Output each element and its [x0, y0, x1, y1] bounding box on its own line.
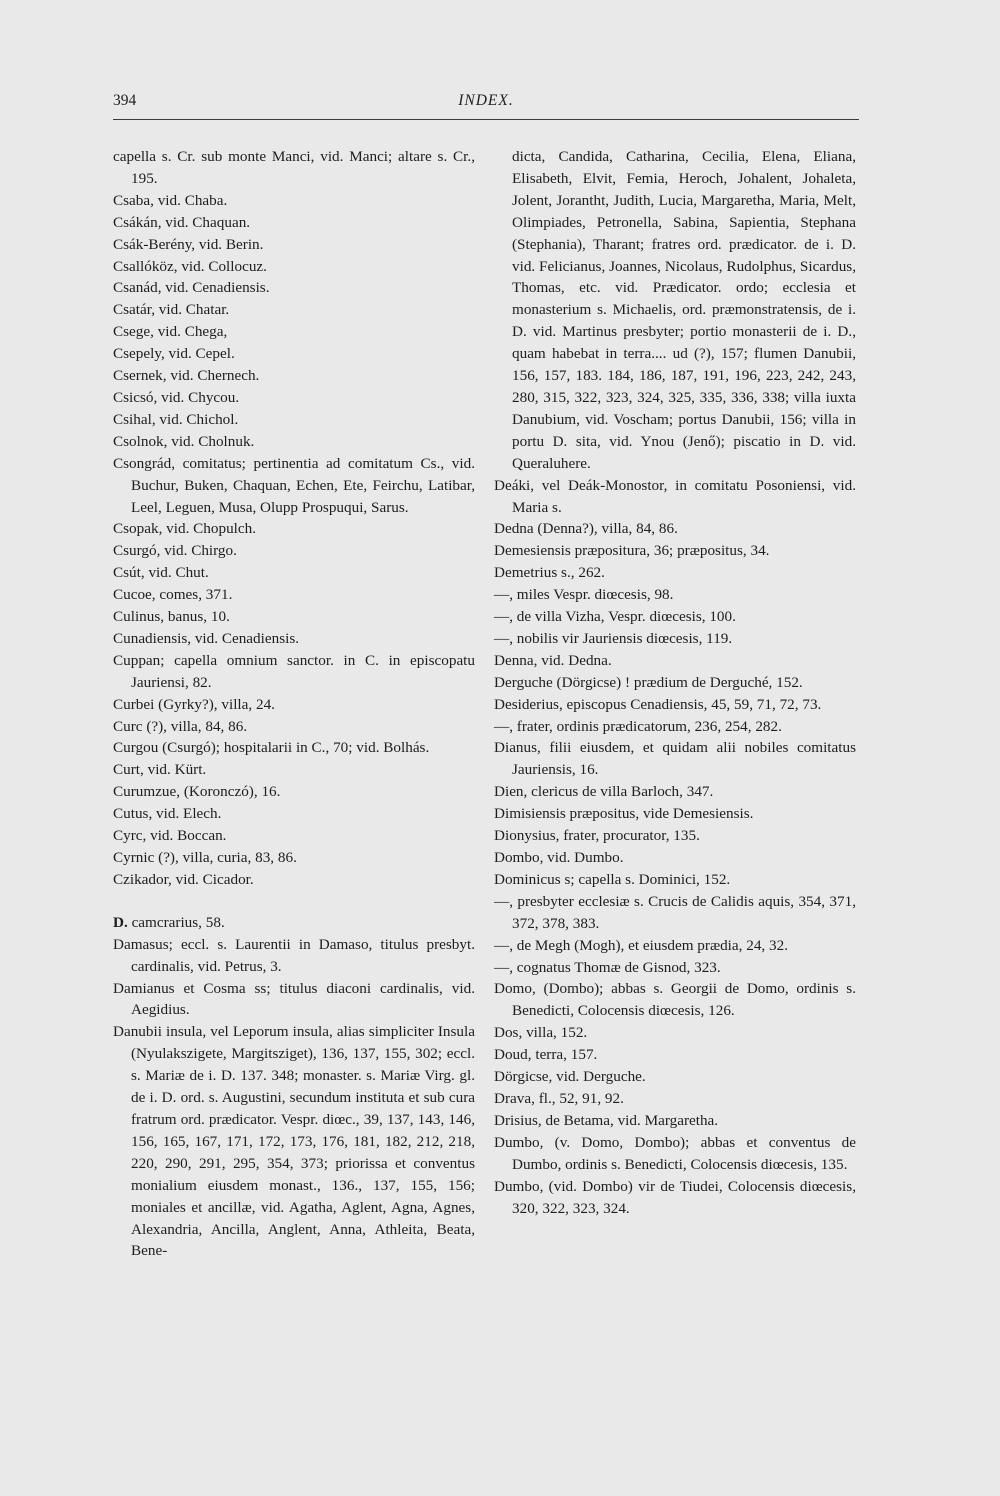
index-entry: Domo, (Dombo); abbas s. Georgii de Domo, ordinis s. Benedicti, Colocensis diœcesis, 126.	[494, 980, 856, 1020]
index-entry: —, cognatus Thomæ de Gisnod, 323.	[494, 958, 721, 976]
index-entry: Dien, clericus de villa Barloch, 347.	[494, 783, 714, 801]
index-entry: —, presbyter ecclesiæ s. Crucis de Calidis aquis, 354, 371, 372, 378, 383.	[494, 892, 856, 932]
index-entry-continued: dicta, Candida, Catharina, Cecilia, Elena, Eliana, Elisabeth, Elvit, Femia, Heroch, Johalent, Johaleta, Jolent, Jorantht, Judith, Lucia, Margaretha, Maria, Melt, Olimpiades, Petronella, Sabina, Sapientia, Stephana (Stephania), Tharant; fratres ord. prædicator. de i. D. vid. Felicianus, Joannes, Nicolaus, Rudolphus, Sicardus, Thomas, etc. vid. Prædicator. ordo; ecclesia et monasterium s. Michaelis, ord. præmonstratensis, de i. D. vid. Martinus presbyter; portio monasterii de i. D., quam habebat in terra.... ud (?), 157; flumen Danubii, 156, 157, 183. 184, 186, 187, 191, 196, 223, 242, 243, 280, 315, 322, 323, 324, 325, 335, 336, 338; villa iuxta Danubium, vid. Voscham; portus Danubii, 156; villa in portu D. sita, vid. Ynou (Jenő); piscatio in D. vid. Queraluhere.	[512, 148, 856, 472]
index-entry: Dörgicse, vid. Derguche.	[494, 1068, 646, 1086]
index-entry: Danubii insula, vel Leporum insula, alias simpliciter Insula (Nyulakszigete, Margitsziget), 136, 137, 155, 302; eccl. s. Mariæ de i. D. 137. 348; monaster. s. Mariæ Virg. gl. de i. D. ord. s. Augustini, secundum instituta et sub cura fratrum ord. prædicator. Vespr. diœc., 39, 137, 143, 146, 156, 165, 167, 171, 172, 173, 176, 181, 182, 212, 218, 220, 290, 291, 295, 354, 373; priorissa et conventus monialium eiusdem monast., 136., 137, 155, 156; moniales et ancillæ, vid. Agatha, Aglent, Agna, Agnes, Alexandria, Ancilla, Anglent, Anna, Athleita, Beata, Bene-	[113, 1023, 475, 1260]
index-entry: Csaba, vid. Chaba.	[113, 191, 228, 209]
index-entry: Csopak, vid. Chopulch.	[113, 520, 257, 538]
index-entry: Csege, vid. Chega,	[113, 323, 228, 341]
header-rule	[113, 119, 859, 120]
section-gap	[113, 891, 475, 912]
left-column	[113, 146, 475, 1262]
index-entry: Desiderius, episcopus Cenadiensis, 45, 59, 71, 72, 73.	[494, 695, 822, 713]
letter-heading: D.	[113, 913, 128, 931]
index-entry: Culinus, banus, 10.	[113, 608, 230, 626]
right-column	[494, 146, 856, 1219]
index-entry: Csicsó, vid. Chycou.	[113, 388, 240, 406]
index-entry: Csallóköz, vid. Collocuz.	[113, 257, 267, 275]
index-entry: Csernek, vid. Chernech.	[113, 367, 260, 385]
index-entry: Curbei (Gyrky?), villa, 24.	[113, 695, 275, 713]
index-entry: Demetrius s., 262.	[494, 564, 605, 582]
index-entry: Denna, vid. Dedna.	[494, 651, 612, 669]
index-entry: Damasus; eccl. s. Laurentii in Damaso, titulus presbyt. cardinalis, vid. Petrus, 3.	[113, 935, 475, 975]
index-entry: —, frater, ordinis prædicatorum, 236, 254, 282.	[494, 717, 782, 735]
index-entry: Cyrc, vid. Boccan.	[113, 827, 227, 845]
index-entry: Dominicus s; capella s. Dominici, 152.	[494, 870, 731, 888]
index-entry: Cutus, vid. Elech.	[113, 805, 222, 823]
index-entry: Doud, terra, 157.	[494, 1046, 598, 1064]
index-entry: Csút, vid. Chut.	[113, 564, 209, 582]
running-head: INDEX.	[458, 92, 514, 109]
index-entry: Csolnok, vid. Cholnuk.	[113, 432, 255, 450]
index-entry: Czikador, vid. Cicador.	[113, 870, 254, 888]
index-entry: —, de Megh (Mogh), et eiusdem prædia, 24, 32.	[494, 936, 788, 954]
index-entry: Drisius, de Betama, vid. Margaretha.	[494, 1111, 719, 1129]
index-entry: Curgou (Csurgó); hospitalarii in C., 70; vid. Bolhás.	[113, 739, 430, 757]
index-entry: Csongrád, comitatus; pertinentia ad comitatum Cs., vid. Buchur, Buken, Chaquan, Echen, Ete, Feirchu, Latibar, Leel, Leguen, Musa, Olupp Prospuqui, Sarus.	[113, 454, 475, 516]
index-entry: —, de villa Vizha, Vespr. diœcesis, 100.	[494, 608, 736, 626]
index-entry: Cuppan; capella omnium sanctor. in C. in episcopatu Jauriensi, 82.	[113, 651, 475, 691]
index-entry: Dianus, filii eiusdem, et quidam alii nobiles comitatus Jauriensis, 16.	[494, 739, 856, 779]
index-entry: —, miles Vespr. diœcesis, 98.	[494, 586, 674, 604]
index-entry: Curumzue, (Koronczó), 16.	[113, 783, 281, 801]
index-entry: Csatár, vid. Chatar.	[113, 301, 230, 319]
index-entry: Dumbo, (vid. Dombo) vir de Tiudei, Colocensis diœcesis, 320, 322, 323, 324.	[494, 1177, 856, 1217]
index-entry: Csákán, vid. Chaquan.	[113, 213, 251, 231]
index-entry	[113, 912, 475, 934]
index-entry: Csepely, vid. Cepel.	[113, 345, 235, 363]
index-entry: Deáki, vel Deák-Monostor, in comitatu Posoniensi, vid. Maria s.	[494, 476, 856, 516]
index-entry: Csák-Berény, vid. Berin.	[113, 235, 264, 253]
page-number: 394	[113, 92, 137, 109]
index-entry: Dos, villa, 152.	[494, 1024, 588, 1042]
index-entry: Csanád, vid. Cenadiensis.	[113, 279, 270, 297]
index-entry: Csihal, vid. Chichol.	[113, 410, 239, 428]
index-entry: Cyrnic (?), villa, curia, 83, 86.	[113, 849, 297, 866]
index-entry: Derguche (Dörgicse) ! prædium de Derguché, 152.	[494, 673, 803, 691]
index-entry: Dumbo, (v. Domo, Dombo); abbas et conventus de Dumbo, ordinis s. Benedicti, Colocensis diœcesis, 135.	[494, 1133, 856, 1173]
index-entry: Csurgó, vid. Chirgo.	[113, 542, 237, 560]
index-entry: Dionysius, frater, procurator, 135.	[494, 827, 700, 845]
index-entry: Dedna (Denna?), villa, 84, 86.	[494, 520, 678, 538]
index-entry: Demesiensis præpositura, 36; præpositus, 34.	[494, 542, 770, 560]
index-entry: Curt, vid. Kürt.	[113, 761, 207, 779]
index-entry: capella s. Cr. sub monte Manci, vid. Manci; altare s. Cr., 195.	[113, 148, 475, 187]
index-entry: Dombo, vid. Dumbo.	[494, 849, 624, 866]
index-entry: Cunadiensis, vid. Cenadiensis.	[113, 629, 300, 647]
index-entry: Damianus et Cosma ss; titulus diaconi cardinalis, vid. Aegidius.	[113, 979, 475, 1019]
entry-text: camcrarius, 58.	[127, 913, 225, 931]
index-entry: —, nobilis vir Jauriensis diœcesis, 119.	[494, 629, 733, 647]
index-entry: Curc (?), villa, 84, 86.	[113, 717, 248, 735]
index-entry: Cucoe, comes, 371.	[113, 586, 233, 604]
index-entry: Drava, fl., 52, 91, 92.	[494, 1089, 624, 1107]
index-entry: Dimisiensis præpositus, vide Demesiensis.	[494, 805, 754, 823]
page-header	[113, 92, 859, 118]
